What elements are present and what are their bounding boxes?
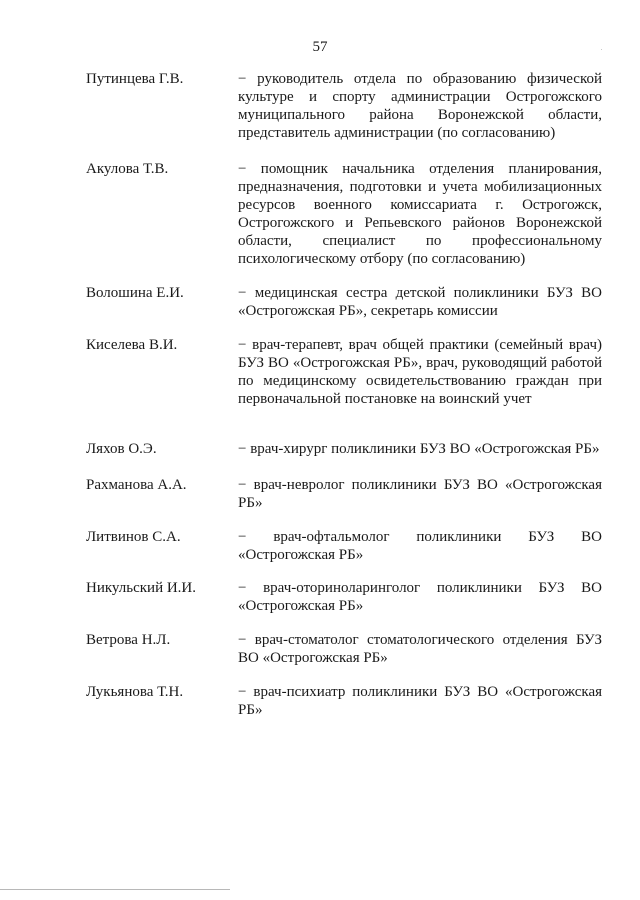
member-role: − врач-психиатр поликлиники БУЗ ВО «Острогожская РБ» bbox=[238, 684, 602, 718]
member-name: Волошина Е.И. bbox=[86, 285, 184, 301]
member-role: − врач-хирург поликлиники БУЗ ВО «Острогожская РБ» bbox=[238, 441, 600, 457]
footer-rule bbox=[0, 889, 230, 890]
member-role: − врач-оториноларинголог поликлиники БУЗ ВО «Острогожская РБ» bbox=[238, 580, 602, 614]
member-name: Акулова Т.В. bbox=[86, 161, 169, 177]
member-name: Путинцева Г.В. bbox=[86, 71, 184, 87]
member-name: Ветрова Н.Л. bbox=[86, 632, 171, 648]
member-role: − врач-офтальмолог поликлиники БУЗ ВО «Острогожская РБ» bbox=[238, 529, 602, 563]
member-name: Никульский И.И. bbox=[86, 580, 197, 596]
member-name: Киселева В.И. bbox=[86, 337, 178, 353]
member-role: − руководитель отдела по образованию физической культуре и спорту администрации Острогожского муниципального района Воронежской области, представитель администрации (по согласованию) bbox=[238, 71, 602, 141]
member-role: − врач-терапевт, врач общей практики (семейный врач) БУЗ ВО «Острогожская РБ», врач, руководящий работой по медицинскому освидетельствованию граждан при первоначальной постановке на воинский учет bbox=[238, 337, 602, 407]
page-number: 57 bbox=[312, 39, 328, 55]
member-role: − медицинская сестра детской поликлиники БУЗ ВО «Острогожская РБ», секретарь комиссии bbox=[238, 285, 602, 319]
member-name: Ляхов О.Э. bbox=[86, 441, 157, 457]
member-name: Рахманова А.А. bbox=[86, 477, 187, 493]
member-name: Лукьянова Т.Н. bbox=[86, 684, 184, 700]
member-role: − врач-невролог поликлиники БУЗ ВО «Острогожская РБ» bbox=[238, 477, 602, 511]
scan-speck bbox=[601, 49, 602, 50]
member-role: − врач-стоматолог стоматологического отделения БУЗ ВО «Острогожская РБ» bbox=[238, 632, 602, 666]
member-name: Литвинов С.А. bbox=[86, 529, 181, 545]
member-role: − помощник начальника отделения планирования, предназначения, подготовки и учета мобилизационных ресурсов военного комиссариата г. Острогожск, Острогожского и Репьевского районов Воронежской области, специалист по профессиональному психологическому отбору (по согласованию) bbox=[238, 161, 602, 267]
